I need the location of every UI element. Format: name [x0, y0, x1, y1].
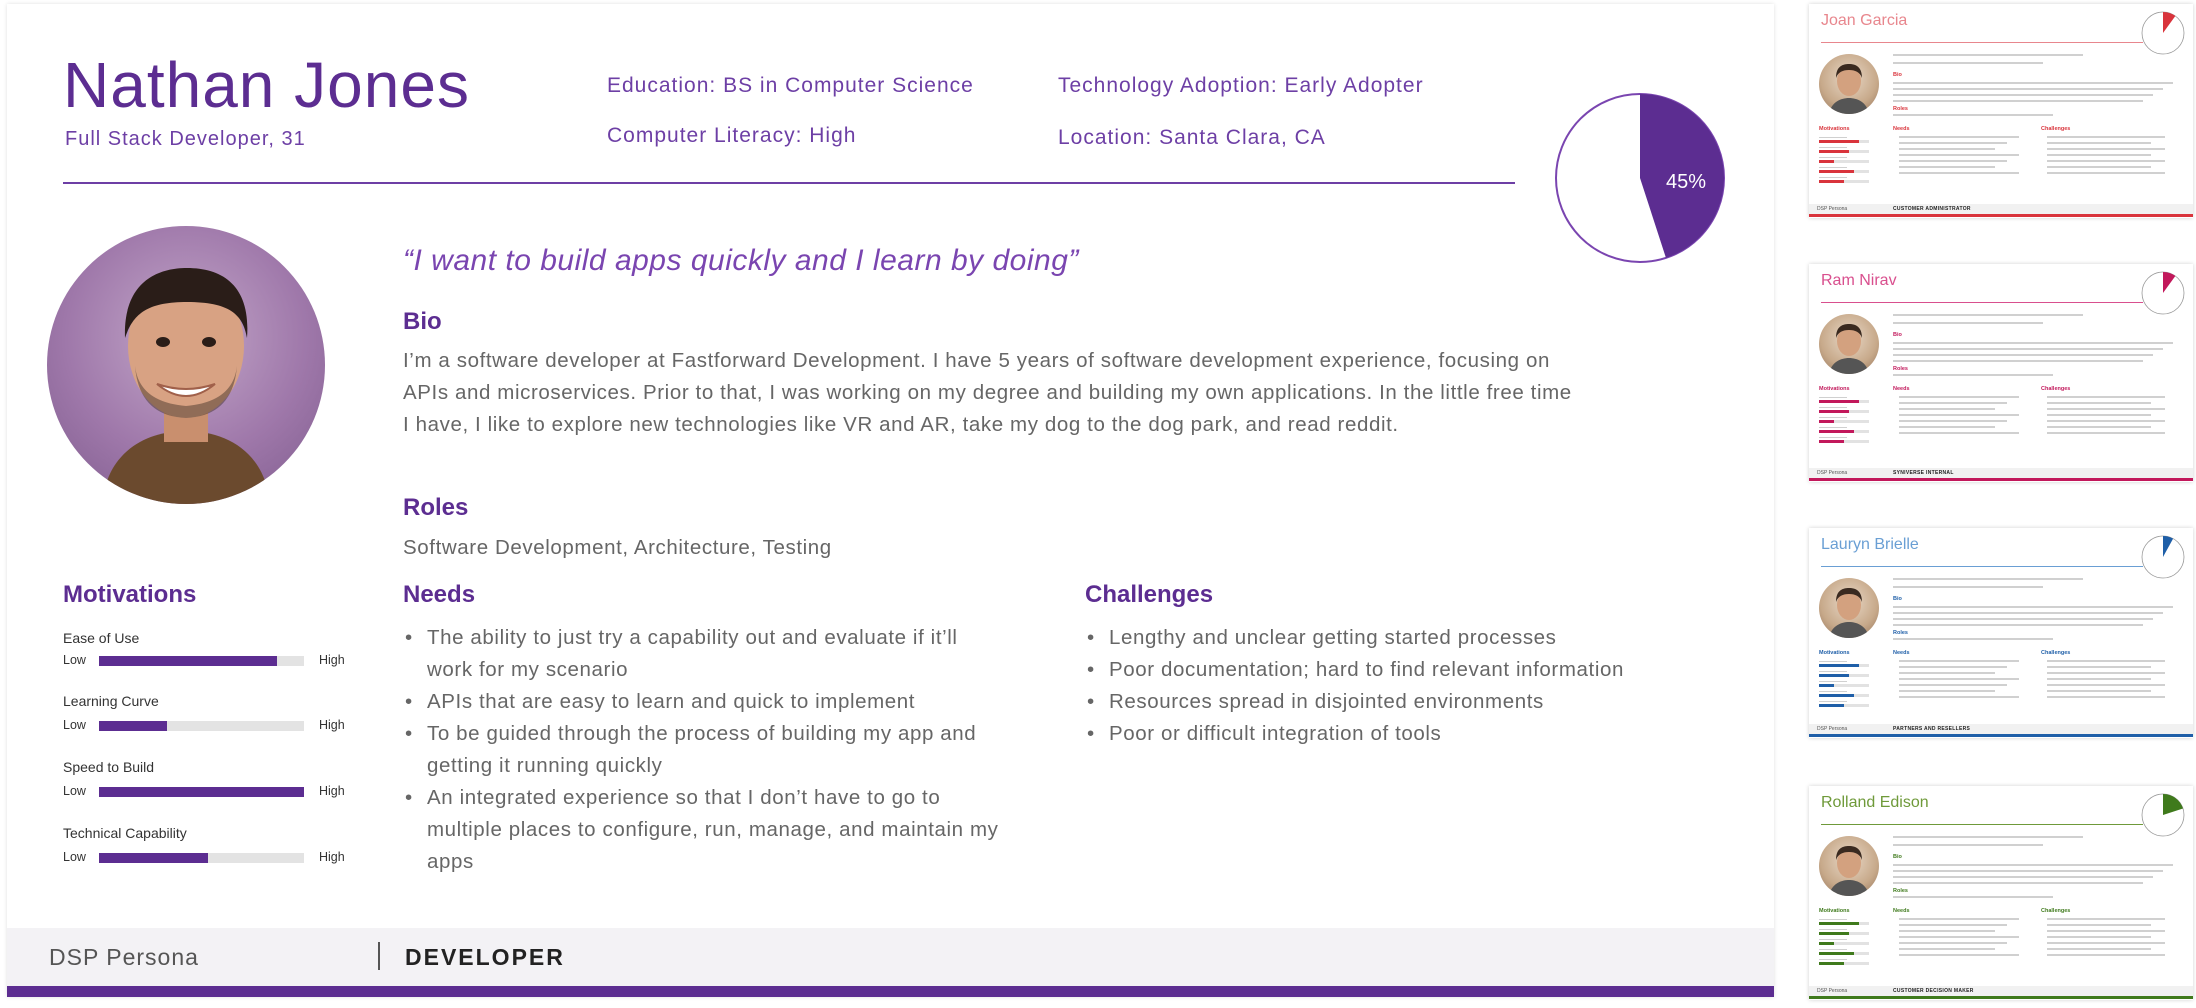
thumbnail-scale-fill	[1819, 674, 1849, 677]
thumbnail-text-line	[2047, 432, 2165, 434]
thumbnail-scale-track	[1819, 942, 1869, 945]
scale-fill	[99, 721, 167, 731]
thumbnail-text-line	[2047, 696, 2165, 698]
thumbnail-text-line	[1899, 166, 1995, 168]
person-portrait-icon	[1819, 54, 1879, 114]
thumbnail-scale-track	[1819, 684, 1869, 687]
thumbnail-scale-track	[1819, 440, 1869, 443]
scale-high-label: High	[319, 653, 345, 667]
footer-divider	[378, 942, 380, 970]
persona-quote: “I want to build apps quickly and I learn by doing”	[403, 244, 1079, 277]
thumbnail-text-line	[1893, 896, 2053, 898]
challenges-item: • Resources spread in disjointed environments	[1085, 686, 1645, 718]
thumbnail-text-line	[2047, 136, 2165, 138]
person-portrait-icon	[1819, 578, 1879, 638]
motivation-scale	[63, 783, 353, 801]
thumbnail-name: Ram Nirav	[1821, 272, 1897, 289]
thumbnail-scale-track	[1819, 962, 1869, 965]
thumbnail-footer-dsp-persona: DSP Persona	[1817, 726, 1848, 732]
thumbnail-scale-track	[1819, 922, 1869, 925]
thumbnail-text-line	[1819, 929, 1847, 930]
thumbnail-motivations-heading: Motivations	[1819, 126, 1850, 132]
thumbnail-scale-track	[1819, 180, 1869, 183]
thumbnail-scale-track	[1819, 674, 1869, 677]
thumbnail-text-line	[1819, 137, 1847, 138]
thumbnail-challenges-heading: Challenges	[2041, 908, 2071, 914]
motivation-label: Speed to Build	[63, 759, 155, 775]
scale-track	[99, 656, 304, 666]
challenges-item: • Lengthy and unclear getting started processes	[1085, 622, 1645, 654]
thumbnail-text-line	[1893, 88, 2163, 90]
thumbnail-scale-fill	[1819, 440, 1844, 443]
thumbnail-text-line	[1893, 114, 2053, 116]
thumbnail-scale-track	[1819, 932, 1869, 935]
thumbnail-name: Lauryn Brielle	[1821, 536, 1919, 553]
persona-card	[7, 4, 1774, 997]
thumbnail-divider	[1821, 302, 2143, 303]
thumbnail-scale-fill	[1819, 942, 1834, 945]
thumbnail-text-line	[2047, 690, 2151, 692]
bio-text: I’m a software developer at Fastforward Development. I have 5 years of software development experience, focusing on APIs and microservices. Prior to that, I was working on my degree and building my own applications. In the little free time I have, I like to explore new technologies like VR and AR, take my dog to the dog park, and read reddit.	[403, 349, 1572, 436]
motivation-scale	[63, 849, 353, 867]
thumbnail-text-line	[1899, 420, 2007, 422]
thumbnail-text-line	[2047, 678, 2151, 680]
thumbnail-needs-heading: Needs	[1893, 386, 1910, 392]
thumbnail-accent-bar	[1809, 996, 2193, 999]
thumbnail-text-line	[2047, 414, 2151, 416]
thumbnail-text-line	[1893, 612, 2163, 614]
roles-text: Software Development, Architecture, Testing	[403, 536, 832, 559]
thumbnail-accent-bar	[1809, 734, 2193, 737]
thumbnail-text-line	[1899, 396, 2019, 398]
thumbnail-text-line	[1893, 578, 2083, 580]
thumbnail-text-line	[2047, 954, 2165, 956]
thumbnail-text-line	[1893, 82, 2173, 84]
challenges-list	[1085, 622, 1645, 750]
thumbnail-footer-persona-type: CUSTOMER ADMINISTRATOR	[1893, 206, 1971, 212]
thumbnail-text-line	[1893, 624, 2143, 626]
thumbnail-text-line	[1819, 397, 1847, 398]
thumbnail-text-line	[1819, 147, 1847, 148]
needs-item: • An integrated experience so that I don’t have to go to multiple places to configure, run, manage, and maintain my apps	[403, 782, 1003, 878]
thumbnail-accent-bar	[1809, 214, 2193, 217]
thumbnail-text-line	[1899, 432, 2019, 434]
thumbnail-text-line	[1899, 408, 1995, 410]
thumbnail-scale-fill	[1819, 694, 1854, 697]
thumbnail-bio-heading: Bio	[1893, 854, 1902, 860]
thumbnail-text-line	[2047, 924, 2151, 926]
thumbnail-text-line	[1893, 374, 2053, 376]
roles-heading: Roles	[403, 494, 469, 521]
thumbnail-text-line	[1899, 690, 1995, 692]
thumbnail-motivations-heading: Motivations	[1819, 386, 1850, 392]
thumbnail-text-line	[1893, 844, 2043, 846]
thumbnail-divider	[1821, 566, 2143, 567]
needs-list	[403, 622, 1003, 878]
thumbnail-text-line	[1893, 62, 2043, 64]
thumbnail-text-line	[1899, 942, 2007, 944]
thumbnail-scale-fill	[1819, 952, 1854, 955]
thumbnail-scale-track	[1819, 170, 1869, 173]
thumbnail-scale-fill	[1819, 160, 1834, 163]
persona-footer	[7, 928, 1774, 986]
motivation-label: Learning Curve	[63, 693, 159, 709]
thumbnail-text-line	[2047, 408, 2165, 410]
persona-education: Education: BS in Computer Science	[607, 74, 974, 97]
thumbnail-text-line	[1819, 691, 1847, 692]
needs-item: • APIs that are easy to learn and quick to implement	[403, 686, 1003, 718]
thumbnail-text-line	[1899, 172, 2019, 174]
thumbnail-bio-heading: Bio	[1893, 596, 1902, 602]
thumbnail-text-line	[2047, 684, 2165, 686]
thumbnail-challenges-heading: Challenges	[2041, 126, 2071, 132]
thumbnail-text-line	[1819, 407, 1847, 408]
thumbnail-scale-fill	[1819, 684, 1834, 687]
persona-thumbnail[interactable]	[1809, 528, 2193, 738]
thumbnail-text-line	[1899, 402, 2007, 404]
persona-thumbnail[interactable]	[1809, 4, 2193, 218]
thumbnail-needs-heading: Needs	[1893, 908, 1910, 914]
thumbnail-motivations-heading: Motivations	[1819, 908, 1850, 914]
thumbnail-text-line	[1899, 936, 2019, 938]
thumbnail-needs-heading: Needs	[1893, 650, 1910, 656]
thumbnail-bio-heading: Bio	[1893, 72, 1902, 78]
challenges-heading: Challenges	[1085, 581, 1214, 608]
person-portrait-icon	[47, 226, 325, 504]
thumbnail-challenges-heading: Challenges	[2041, 650, 2071, 656]
thumbnail-text-line	[2047, 666, 2151, 668]
thumbnail-text-line	[1899, 148, 1995, 150]
thumbnail-photo	[1819, 54, 1879, 114]
thumbnail-text-line	[1893, 864, 2173, 866]
thumbnail-text-line	[1899, 930, 1995, 932]
thumbnail-text-line	[1899, 666, 2007, 668]
thumbnail-text-line	[2047, 918, 2165, 920]
thumbnail-scale-track	[1819, 400, 1869, 403]
thumbnail-text-line	[2047, 148, 2165, 150]
thumbnail-scale-track	[1819, 410, 1869, 413]
scale-low-label: Low	[63, 718, 86, 732]
thumbnail-text-line	[1899, 696, 2019, 698]
thumbnail-text-line	[2047, 396, 2165, 398]
header-divider	[63, 182, 1515, 184]
share-pie-label: 45%	[1665, 171, 1707, 193]
thumbnail-text-line	[1819, 681, 1847, 682]
thumbnail-footer	[1809, 468, 2193, 478]
scale-fill	[99, 656, 277, 666]
thumbnail-roles-heading: Roles	[1893, 888, 1908, 894]
thumbnail-divider	[1821, 824, 2143, 825]
thumbnail-text-line	[1893, 606, 2173, 608]
thumbnail-text-line	[1893, 94, 2153, 96]
thumbnail-scale-fill	[1819, 704, 1844, 707]
thumbnail-text-line	[2047, 420, 2165, 422]
thumbnail-scale-track	[1819, 150, 1869, 153]
thumbnail-text-line	[1819, 939, 1847, 940]
scale-low-label: Low	[63, 850, 86, 864]
persona-thumbnail[interactable]	[1809, 786, 2193, 1000]
thumbnail-pie-chart	[2140, 10, 2186, 56]
thumbnail-text-line	[1899, 954, 2019, 956]
person-portrait-icon	[1819, 314, 1879, 374]
thumbnail-text-line	[2047, 160, 2165, 162]
thumbnail-text-line	[2047, 930, 2165, 932]
thumbnail-text-line	[1819, 427, 1847, 428]
persona-computer-literacy: Computer Literacy: High	[607, 124, 857, 147]
challenges-item: • Poor or difficult integration of tools	[1085, 718, 1645, 750]
persona-subtitle: Full Stack Developer, 31	[65, 128, 306, 150]
thumbnail-scale-fill	[1819, 150, 1849, 153]
thumbnail-text-line	[1899, 136, 2019, 138]
scale-fill	[99, 787, 304, 797]
thumbnail-scale-fill	[1819, 420, 1834, 423]
thumbnail-text-line	[1819, 959, 1847, 960]
thumbnail-text-line	[1899, 678, 2019, 680]
thumbnail-scale-track	[1819, 704, 1869, 707]
thumbnail-footer-persona-type: CUSTOMER DECISION MAKER	[1893, 988, 1974, 994]
footer-accent-bar	[7, 986, 1774, 997]
thumbnail-text-line	[1899, 924, 2007, 926]
thumbnail-footer-dsp-persona: DSP Persona	[1817, 470, 1848, 476]
thumbnail-text-line	[1899, 426, 1995, 428]
thumbnail-text-line	[1899, 672, 1995, 674]
thumbnail-scale-fill	[1819, 664, 1859, 667]
thumbnail-scale-track	[1819, 694, 1869, 697]
thumbnail-photo	[1819, 578, 1879, 638]
thumbnail-scale-fill	[1819, 932, 1849, 935]
footer-dsp-persona: DSP Persona	[49, 944, 199, 970]
thumbnail-text-line	[2047, 660, 2165, 662]
scale-low-label: Low	[63, 653, 86, 667]
challenges-item: • Poor documentation; hard to find relevant information	[1085, 654, 1645, 686]
persona-location: Location: Santa Clara, CA	[1058, 126, 1326, 149]
thumbnail-footer-persona-type: PARTNERS AND RESELLERS	[1893, 726, 1971, 732]
thumbnail-text-line	[1899, 160, 2007, 162]
thumbnail-text-line	[1819, 671, 1847, 672]
thumbnail-name: Joan Garcia	[1821, 12, 1908, 29]
thumbnail-scale-fill	[1819, 410, 1849, 413]
footer-persona-type: DEVELOPER	[405, 944, 565, 970]
scale-track	[99, 787, 304, 797]
thumbnail-roles-heading: Roles	[1893, 630, 1908, 636]
scale-high-label: High	[319, 784, 345, 798]
thumbnail-text-line	[1819, 661, 1847, 662]
share-pie-chart	[1550, 88, 1730, 268]
bio-heading: Bio	[403, 308, 442, 335]
thumbnail-text-line	[1899, 660, 2019, 662]
thumbnail-name: Rolland Edison	[1821, 794, 1929, 811]
thumbnail-text-line	[2047, 948, 2151, 950]
motivation-label: Ease of Use	[63, 630, 140, 646]
thumbnail-scale-fill	[1819, 400, 1859, 403]
thumbnail-accent-bar	[1809, 478, 2193, 481]
thumbnail-pie-chart	[2140, 792, 2186, 838]
thumbnail-text-line	[1893, 870, 2163, 872]
thumbnail-text-line	[1893, 638, 2053, 640]
thumbnail-text-line	[1899, 684, 2007, 686]
thumbnail-footer-dsp-persona: DSP Persona	[1817, 206, 1848, 212]
thumbnail-scale-fill	[1819, 180, 1844, 183]
thumbnail-motivations-heading: Motivations	[1819, 650, 1850, 656]
persona-thumbnail[interactable]	[1809, 264, 2193, 482]
needs-item: • The ability to just try a capability out and evaluate if it’ll work for my scenario	[403, 622, 1003, 686]
thumbnail-bio-heading: Bio	[1893, 332, 1902, 338]
thumbnail-text-line	[2047, 172, 2165, 174]
thumbnail-pie-chart	[2140, 534, 2186, 580]
thumbnail-divider	[1821, 42, 2143, 43]
thumbnail-text-line	[2047, 166, 2151, 168]
thumbnail-footer	[1809, 204, 2193, 214]
thumbnail-scale-track	[1819, 160, 1869, 163]
thumbnail-photo	[1819, 836, 1879, 896]
thumbnail-footer	[1809, 724, 2193, 734]
thumbnail-scale-track	[1819, 664, 1869, 667]
scale-low-label: Low	[63, 784, 86, 798]
thumbnail-footer	[1809, 986, 2193, 996]
motivation-label: Technical Capability	[63, 825, 187, 841]
thumbnail-roles-heading: Roles	[1893, 366, 1908, 372]
thumbnail-text-line	[1899, 142, 2007, 144]
thumbnail-footer-persona-type: SYNIVERSE INTERNAL	[1893, 470, 1954, 476]
thumbnail-text-line	[2047, 426, 2151, 428]
thumbnail-text-line	[1819, 167, 1847, 168]
scale-fill	[99, 853, 208, 863]
thumbnail-text-line	[1893, 348, 2163, 350]
thumbnail-text-line	[1899, 948, 1995, 950]
persona-name: Nathan Jones	[63, 49, 470, 121]
thumbnail-pie-chart	[2140, 270, 2186, 316]
thumbnail-text-line	[2047, 154, 2151, 156]
thumbnail-text-line	[1893, 354, 2153, 356]
thumbnail-text-line	[1819, 177, 1847, 178]
thumbnail-scale-track	[1819, 420, 1869, 423]
scale-track	[99, 721, 304, 731]
thumbnail-text-line	[1893, 342, 2173, 344]
thumbnail-scale-track	[1819, 952, 1869, 955]
thumbnail-text-line	[1893, 618, 2153, 620]
thumbnail-text-line	[1819, 417, 1847, 418]
thumbnail-text-line	[2047, 942, 2165, 944]
needs-item: • To be guided through the process of building my app and getting it running quickly	[403, 718, 1003, 782]
thumbnail-scale-fill	[1819, 962, 1844, 965]
thumbnail-text-line	[1893, 876, 2153, 878]
scale-high-label: High	[319, 718, 345, 732]
thumbnail-scale-fill	[1819, 922, 1859, 925]
persona-photo	[47, 226, 325, 504]
thumbnail-scale-fill	[1819, 170, 1854, 173]
thumbnail-text-line	[1893, 314, 2083, 316]
thumbnail-text-line	[1819, 157, 1847, 158]
thumbnail-text-line	[2047, 402, 2151, 404]
thumbnail-text-line	[1893, 836, 2083, 838]
thumbnail-text-line	[1819, 437, 1847, 438]
thumbnail-text-line	[1899, 414, 2019, 416]
thumbnail-text-line	[2047, 672, 2165, 674]
thumbnail-needs-heading: Needs	[1893, 126, 1910, 132]
thumbnail-scale-track	[1819, 430, 1869, 433]
thumbnail-text-line	[1893, 882, 2143, 884]
motivation-scale	[63, 717, 353, 735]
thumbnail-text-line	[2047, 936, 2151, 938]
persona-technology-adoption: Technology Adoption: Early Adopter	[1058, 74, 1424, 97]
scale-track	[99, 853, 304, 863]
thumbnail-text-line	[1899, 918, 2019, 920]
thumbnail-scale-fill	[1819, 140, 1859, 143]
thumbnail-text-line	[1819, 701, 1847, 702]
motivation-scale	[63, 652, 353, 670]
motivations-heading: Motivations	[63, 581, 197, 608]
scale-high-label: High	[319, 850, 345, 864]
thumbnail-roles-heading: Roles	[1893, 106, 1908, 112]
thumbnail-scale-track	[1819, 140, 1869, 143]
thumbnail-challenges-heading: Challenges	[2041, 386, 2071, 392]
thumbnail-text-line	[1899, 154, 2019, 156]
thumbnail-photo	[1819, 314, 1879, 374]
thumbnail-text-line	[1893, 586, 2043, 588]
thumbnail-text-line	[1893, 322, 2043, 324]
thumbnail-scale-fill	[1819, 430, 1854, 433]
thumbnail-text-line	[1819, 949, 1847, 950]
thumbnail-text-line	[1893, 54, 2083, 56]
person-portrait-icon	[1819, 836, 1879, 896]
thumbnail-text-line	[1819, 919, 1847, 920]
thumbnail-text-line	[1893, 360, 2143, 362]
thumbnail-footer-dsp-persona: DSP Persona	[1817, 988, 1848, 994]
thumbnail-text-line	[2047, 142, 2151, 144]
thumbnail-text-line	[1893, 100, 2143, 102]
needs-heading: Needs	[403, 581, 476, 608]
